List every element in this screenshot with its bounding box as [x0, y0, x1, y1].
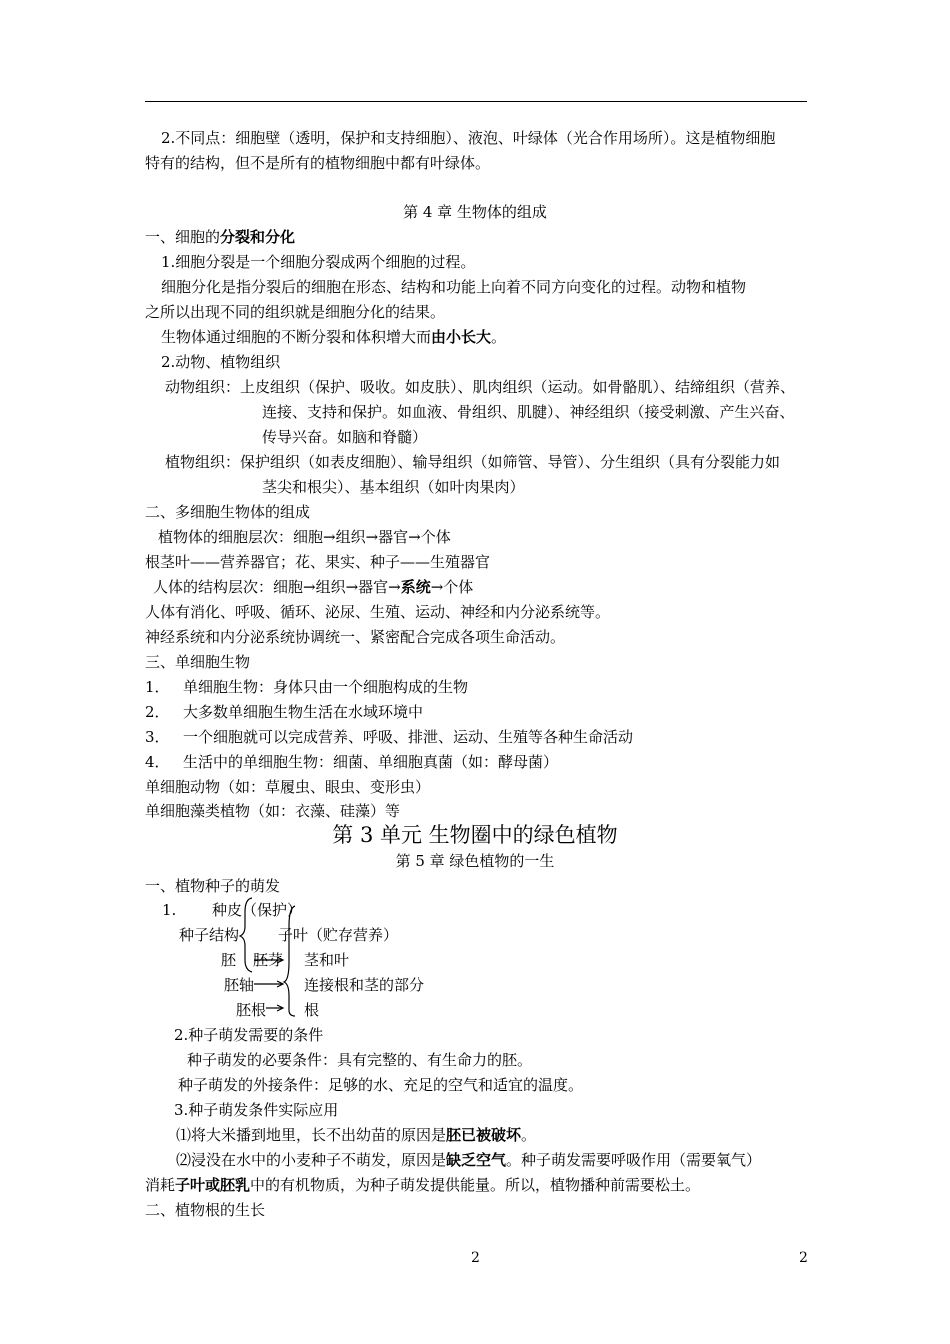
paragraph-line: 细胞分化是指分裂后的细胞在形态、结构和功能上向着不同方向变化的过程。动物和植物	[161, 278, 747, 296]
connect-label: 连接根和茎的部分	[304, 976, 425, 994]
subsection-heading: 3.种子萌发条件实际应用	[174, 1101, 339, 1119]
list-item: 4． 生活中的单细胞生物：细菌、单细胞真菌（如：酵母菌）	[145, 753, 559, 771]
paragraph-line: 茎尖和根尖）、基本组织（如叶肉果肉）	[262, 478, 525, 496]
paragraph-line: 种子萌发的必要条件：具有完整的、有生命力的胚。	[187, 1051, 533, 1069]
paragraph-line: ⑴将大米播到地里，长不出幼苗的原因是胚已被破坏。	[176, 1126, 537, 1144]
paragraph-line: 动物组织：上皮组织（保护、吸收。如皮肤）、肌肉组织（运动。如骨骼肌）、结缔组织（营养、	[165, 378, 796, 396]
paragraph-line: 神经系统和内分泌系统协调统一、紧密配合完成各项生命活动。	[145, 628, 566, 646]
paragraph-line: 连接、支持和保护。如血液、骨组织、肌腱）、神经组织（接受刺激、产生兴奋、	[262, 403, 795, 421]
paragraph-line: 植物组织：保护组织（如表皮细胞）、输导组织（如筛管、导管）、分生组织（具有分裂能力如	[165, 453, 781, 471]
list-item: 3． 一个细胞就可以完成营养、呼吸、排泄、运动、生殖等各种生命活动	[145, 728, 634, 746]
embryo-label: 胚	[221, 951, 237, 969]
paragraph-line: 人体的结构层次：细胞→组织→器官→系统→个体	[153, 578, 474, 596]
unit-title: 第 3 单元 生物圈中的绿色植物	[332, 823, 618, 847]
section-heading: 二、植物根的生长	[145, 1201, 266, 1219]
paragraph-line: 特有的结构，但不是所有的植物细胞中都有叶绿体。	[145, 154, 491, 172]
paragraph-line: 根茎叶——营养器官；花、果实、种子——生殖器官	[145, 553, 491, 571]
paragraph-line: 之所以出现不同的组织就是细胞分化的结果。	[145, 303, 446, 321]
paragraph-line: 种子萌发的外接条件：足够的水、充足的空气和适宜的温度。	[178, 1076, 584, 1094]
paragraph-line: 人体有消化、呼吸、循环、泌尿、生殖、运动、神经和内分泌系统等。	[145, 603, 611, 621]
list-item: 2． 大多数单细胞生物生活在水域环境中	[145, 703, 424, 721]
paragraph-line: 传导兴奋。如脑和脊髓）	[262, 428, 428, 446]
cotyledon-label: 子叶（贮存营养）	[278, 926, 399, 944]
paragraph-line: 植物体的细胞层次：细胞→组织→器官→个体	[158, 528, 451, 546]
section-heading: 二、多细胞生物体的组成	[145, 503, 311, 521]
header-rule	[145, 101, 807, 102]
subsection-heading: 2.种子萌发需要的条件	[174, 1026, 324, 1044]
seed-brace-icon	[240, 898, 252, 972]
seed-structure-label: 种子结构	[179, 926, 240, 944]
radicle-label: 胚根	[236, 1001, 267, 1019]
paragraph-line: 生物体通过细胞的不断分裂和体积增大而由小长大。	[161, 328, 507, 346]
paragraph-line: 2.不同点：细胞壁（透明，保护和支持细胞）、液泡、叶绿体（光合作用场所）。这是植物细胞	[161, 129, 776, 147]
page-number: 2	[471, 1250, 480, 1266]
page-number: 2	[799, 1250, 808, 1266]
stem-leaf-label: 茎和叶	[304, 951, 350, 969]
plumule-label: 胚芽	[253, 951, 284, 969]
section-heading: 三、单细胞生物	[145, 653, 251, 671]
paragraph-line: ⑵浸没在水中的小麦种子不萌发，原因是缺乏空气。种子萌发需要呼吸作用（需要氧气）	[176, 1151, 762, 1169]
paragraph-line: 消耗子叶或胚乳中的有机物质，为种子萌发提供能量。所以，植物播种前需要松土。	[145, 1176, 701, 1194]
list-item: 1． 单细胞生物：身体只由一个细胞构成的生物	[145, 678, 469, 696]
section-heading: 一、植物种子的萌发	[145, 877, 281, 895]
root-label: 根	[304, 1001, 320, 1019]
chapter-5-title: 第 5 章 绿色植物的一生	[395, 852, 555, 870]
seed-coat-label: 种皮（保护）	[212, 901, 303, 919]
paragraph-line: 1.细胞分裂是一个细胞分裂成两个细胞的过程。	[161, 253, 476, 271]
subsection-heading: 2.动物、植物组织	[161, 353, 281, 371]
list-number: 1.	[162, 901, 177, 919]
hypocotyl-label: 胚轴	[224, 976, 255, 994]
embryo-brace-icon	[284, 906, 295, 1016]
seed-diagram-lines	[238, 896, 308, 1020]
paragraph-line: 单细胞藻类植物（如：衣藻、硅藻）等	[145, 802, 401, 820]
chapter-4-title: 第 4 章 生物体的组成	[403, 203, 547, 221]
section-heading: 一、细胞的分裂和分化	[145, 228, 296, 246]
paragraph-line: 单细胞动物（如：草履虫、眼虫、变形虫）	[145, 778, 431, 796]
